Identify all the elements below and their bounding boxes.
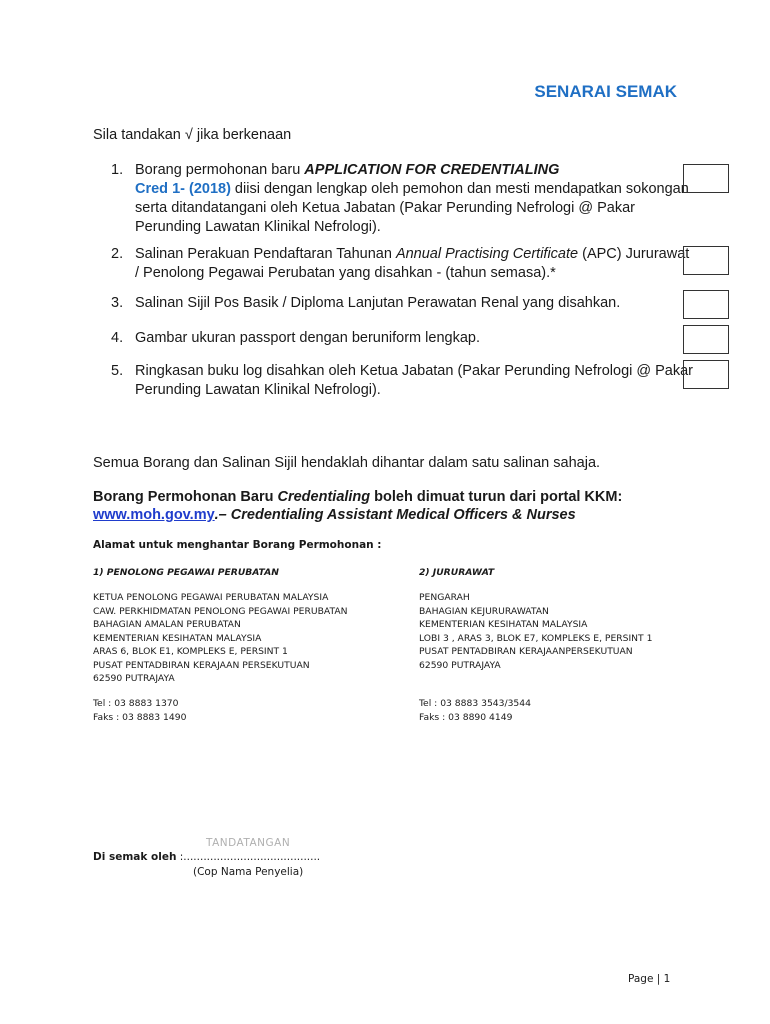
item-text: Salinan Sijil Pos Basik / Diploma Lanjutan Perawatan Renal yang disahkan. xyxy=(135,295,621,311)
address-block-ppp: KETUA PENOLONG PEGAWAI PERUBATAN MALAYSIA CAW. PERKHIDMATAN PENOLONG PEGAWAI PERUBATAN BAHAGIAN AMALAN PERUBATAN KEMENTERIAN KESIHATAN MALAYSIA ARAS 6, BLOK E1, KOMPLEKS E, PERSINT 1 PUSAT PENTADBIRAN KERAJAAN PERSEKUTUAN 62590 PUTRAJAYA xyxy=(93,592,348,684)
item-number: 4. xyxy=(111,330,124,346)
contact-jururawat xyxy=(419,697,531,724)
portal-link[interactable]: www.moh.gov.my xyxy=(93,507,215,523)
page-number: Page | 1 xyxy=(628,973,671,985)
item-text: Borang permohonan baru APPLICATION FOR CREDENTIALING Cred 1- (2018) diisi dengan lengkap oleh pemohon dan mesti mendapatkan sokongan serta ditandatangani oleh Ketua Jabatan (Pakar Perunding Nefrologi @ Pakar Perunding Lawatan Klinikal Nefrologi). xyxy=(135,162,689,235)
fax-number: Faks : 03 8883 1490 xyxy=(93,711,187,723)
phone-number: Tel : 03 8883 3543/3544 xyxy=(419,698,531,709)
checkbox-item-1[interactable] xyxy=(683,164,729,193)
item-text: Gambar ukuran passport dengan beruniform lengkap. xyxy=(135,330,480,346)
form-code: Cred 1- (2018) xyxy=(135,181,231,197)
item-text: Ringkasan buku log disahkan oleh Ketua Jabatan (Pakar Perunding Nefrologi @ Pakar Perunding Lawatan Klinikal Nefrologi). xyxy=(135,363,694,398)
instruction-text: Sila tandakan √ jika berkenaan xyxy=(93,127,292,143)
page-title: SENARAI SEMAK xyxy=(534,82,677,101)
form-name: APPLICATION FOR CREDENTIALING xyxy=(304,162,560,178)
item-number: 3. xyxy=(111,295,124,311)
contact-ppp xyxy=(93,697,186,724)
item-number: 2. xyxy=(111,246,124,262)
address-block-jururawat: PENGARAH BAHAGIAN KEJURURAWATAN KEMENTERIAN KESIHATAN MALAYSIA LOBI 3 , ARAS 3, BLOK E7, KOMPLEKS E, PERSINT 1 PUSAT PENTADBIRAN KERAJAANPERSEKUTUAN 62590 PUTRAJAYA xyxy=(419,592,653,671)
checkbox-item-2[interactable] xyxy=(683,246,729,275)
address-label-jururawat: 2) JURURAWAT xyxy=(419,567,495,578)
portal-info: Borang Permohonan Baru Credentialing boleh dimuat turun dari portal KKM: www.moh.gov.my.– Credentialing Assistant Medical Officers & Nurses xyxy=(93,489,623,523)
phone-number: Tel : 03 8883 1370 xyxy=(93,698,179,709)
checkbox-item-4[interactable] xyxy=(683,325,729,354)
signature-label: TANDATANGAN xyxy=(206,837,291,849)
checkbox-item-3[interactable] xyxy=(683,290,729,319)
submission-note: Semua Borang dan Salinan Sijil hendaklah dihantar dalam satu salinan sahaja. xyxy=(93,455,601,471)
address-label-ppp: 1) PENOLONG PEGAWAI PERUBATAN xyxy=(93,567,279,578)
address-heading: Alamat untuk menghantar Borang Permohonan : xyxy=(93,539,382,551)
stamp-label: (Cop Nama Penyelia) xyxy=(193,866,304,878)
checkbox-item-5[interactable] xyxy=(683,360,729,389)
item-number: 5. xyxy=(111,363,124,379)
fax-number: Faks : 03 8890 4149 xyxy=(419,711,513,723)
item-number: 1. xyxy=(111,162,124,178)
checked-by-line: Di semak oleh :......................................... xyxy=(93,851,321,863)
item-text: Salinan Perakuan Pendaftaran Tahunan Annual Practising Certificate (APC) Jururawat / Penolong Pegawai Perubatan yang disahkan - (tahun semasa).* xyxy=(135,246,690,281)
